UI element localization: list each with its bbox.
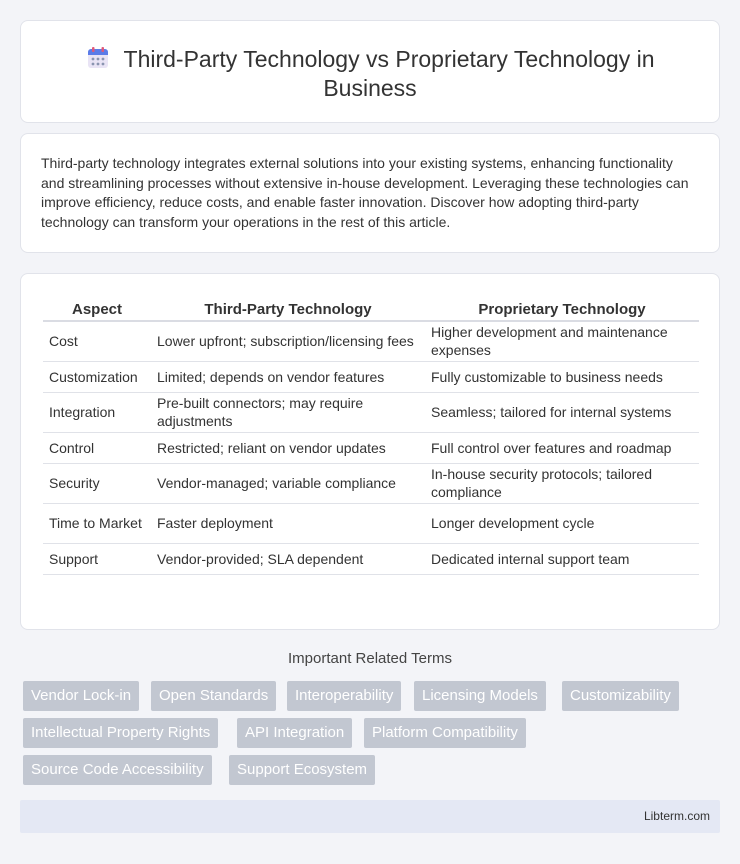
cell-proprietary: Dedicated internal support team <box>425 543 699 574</box>
cell-proprietary: Longer development cycle <box>425 503 699 543</box>
intro-paragraph: Third-party technology integrates external solutions into your existing systems, enhancing functionality and streamlining processes without extensive in-house development. Leveraging these technologies can improve efficiency, reduce costs, and enable faster innovation. Discover how adopting third-party technology can transform your operations in the rest of this article. <box>41 155 689 230</box>
cell-aspect: Integration <box>43 392 151 432</box>
cell-aspect: Customization <box>43 361 151 392</box>
tag-support-ecosystem[interactable]: Support Ecosystem <box>229 755 375 785</box>
table-header-row <box>43 294 699 321</box>
table-row <box>43 392 699 432</box>
related-terms-title: Important Related Terms <box>288 650 452 667</box>
cell-proprietary: Full control over features and roadmap <box>425 432 699 463</box>
table-row <box>43 503 699 543</box>
tag-vendor-lock-in[interactable]: Vendor Lock-in <box>23 681 139 711</box>
cell-aspect: Cost <box>43 321 151 361</box>
table-row <box>43 361 699 392</box>
page-title: Third-Party Technology vs Proprietary Technology in Business <box>123 46 655 101</box>
cell-aspect: Support <box>43 543 151 574</box>
cell-aspect: Security <box>43 463 151 503</box>
calendar-icon <box>86 46 110 70</box>
tag-licensing-models[interactable]: Licensing Models <box>414 681 546 711</box>
cell-third-party: Restricted; reliant on vendor updates <box>151 432 425 463</box>
table-row <box>43 432 699 463</box>
header-proprietary: Proprietary Technology <box>478 301 646 318</box>
tag-source-code-accessibility[interactable]: Source Code Accessibility <box>23 755 212 785</box>
cell-third-party: Limited; depends on vendor features <box>151 361 425 392</box>
tag-interoperability[interactable]: Interoperability <box>287 681 401 711</box>
header-card <box>20 20 720 123</box>
tag-customizability[interactable]: Customizability <box>562 681 679 711</box>
cell-proprietary: In-house security protocols; tailored compliance <box>425 463 699 503</box>
table-row <box>43 321 699 361</box>
cell-aspect: Control <box>43 432 151 463</box>
table-row <box>43 463 699 503</box>
intro-card <box>20 133 720 253</box>
comparison-table-card <box>20 273 720 630</box>
tag-api-integration[interactable]: API Integration <box>237 718 352 748</box>
cell-aspect: Time to Market <box>43 503 151 543</box>
footer <box>20 800 720 833</box>
cell-third-party: Lower upfront; subscription/licensing fees <box>151 321 425 361</box>
cell-third-party: Vendor-provided; SLA dependent <box>151 543 425 574</box>
cell-proprietary: Seamless; tailored for internal systems <box>425 392 699 432</box>
header-aspect: Aspect <box>71 301 123 318</box>
tag-platform-compatibility[interactable]: Platform Compatibility <box>364 718 526 748</box>
footer-site-link[interactable]: Libterm.com <box>643 809 710 823</box>
cell-third-party: Faster deployment <box>151 503 425 543</box>
cell-third-party: Pre-built connectors; may require adjustments <box>151 392 425 432</box>
comparison-table <box>43 294 699 575</box>
cell-proprietary: Fully customizable to business needs <box>425 361 699 392</box>
tag-intellectual-property-rights[interactable]: Intellectual Property Rights <box>23 718 218 748</box>
cell-third-party: Vendor-managed; variable compliance <box>151 463 425 503</box>
tag-open-standards[interactable]: Open Standards <box>151 681 276 711</box>
table-row <box>43 543 699 574</box>
page-title-wrap <box>61 45 679 103</box>
header-third-party: Third-Party Technology <box>204 301 372 318</box>
cell-proprietary: Higher development and maintenance expenses <box>425 321 699 361</box>
